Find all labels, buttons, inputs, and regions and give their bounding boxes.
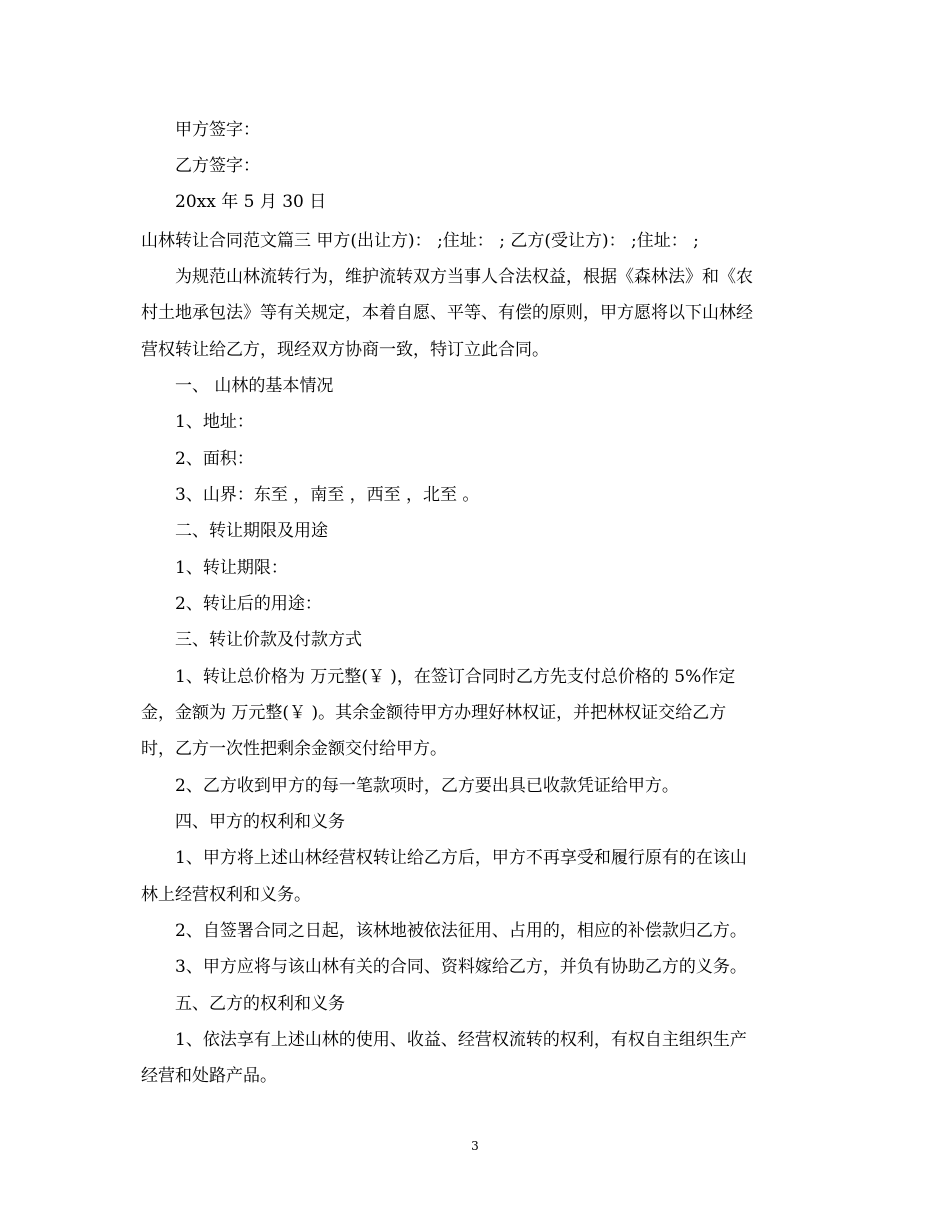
paragraph-line: 3、甲方应将与该山林有关的合同、资料嫁给乙方，并负有协助乙方的义务。 <box>175 957 747 977</box>
list-item: 3、山界：东至 ，南至 ，西至 ，北至 。 <box>175 485 480 505</box>
section-heading: 五、乙方的权利和义务 <box>175 994 345 1014</box>
list-item: 2、转让后的用途： <box>175 594 322 614</box>
section-heading: 一、 山林的基本情况 <box>175 376 334 396</box>
contract-title-line: 山林转让合同范文篇三 甲方(出让方)： ;住址： ; 乙方(受让方)： ;住址： ; <box>141 231 699 251</box>
date-line: 20xx 年 5 月 30 日 <box>175 192 327 212</box>
paragraph-line: 2、乙方收到甲方的每一笔款项时，乙方要出具已收款凭证给甲方。 <box>175 776 679 796</box>
paragraph-line: 营权转让给乙方，现经双方协商一致，特订立此合同。 <box>141 340 549 360</box>
list-item: 2、面积： <box>175 449 254 469</box>
paragraph-line: 时，乙方一次性把剩余金额交付给甲方。 <box>141 739 447 759</box>
paragraph-line: 1、转让总价格为 万元整(￥ )，在签订合同时乙方先支付总价格的 5%作定 <box>175 667 736 687</box>
paragraph-line: 为规范山林流转行为，维护流转双方当事人合法权益，根据《森林法》和《农 <box>175 267 753 287</box>
section-heading: 四、甲方的权利和义务 <box>175 812 345 832</box>
party-b-signature-line: 乙方签字： <box>175 156 260 176</box>
paragraph-line: 村土地承包法》等有关规定，本着自愿、平等、有偿的原则，甲方愿将以下山林经 <box>141 303 753 323</box>
section-heading: 三、转让价款及付款方式 <box>175 630 362 650</box>
list-item: 1、转让期限： <box>175 558 288 578</box>
paragraph-line: 2、自签署合同之日起，该林地被依法征用、占用的，相应的补偿款归乙方。 <box>175 921 747 941</box>
paragraph-line: 林上经营权利和义务。 <box>141 885 311 905</box>
section-heading: 二、转让期限及用途 <box>175 521 328 541</box>
page-number: 3 <box>471 1139 479 1153</box>
party-a-signature-line: 甲方签字： <box>175 120 260 140</box>
list-item: 1、地址： <box>175 412 254 432</box>
paragraph-line: 1、依法享有上述山林的使用、收益、经营权流转的权利，有权自主组织生产 <box>175 1030 747 1050</box>
paragraph-line: 经营和处路产品。 <box>141 1066 277 1086</box>
paragraph-line: 金，金额为 万元整(￥ )。其余金额待甲方办理好林权证，并把林权证交给乙方 <box>141 703 727 723</box>
paragraph-line: 1、甲方将上述山林经营权转让给乙方后，甲方不再享受和履行原有的在该山 <box>175 848 747 868</box>
